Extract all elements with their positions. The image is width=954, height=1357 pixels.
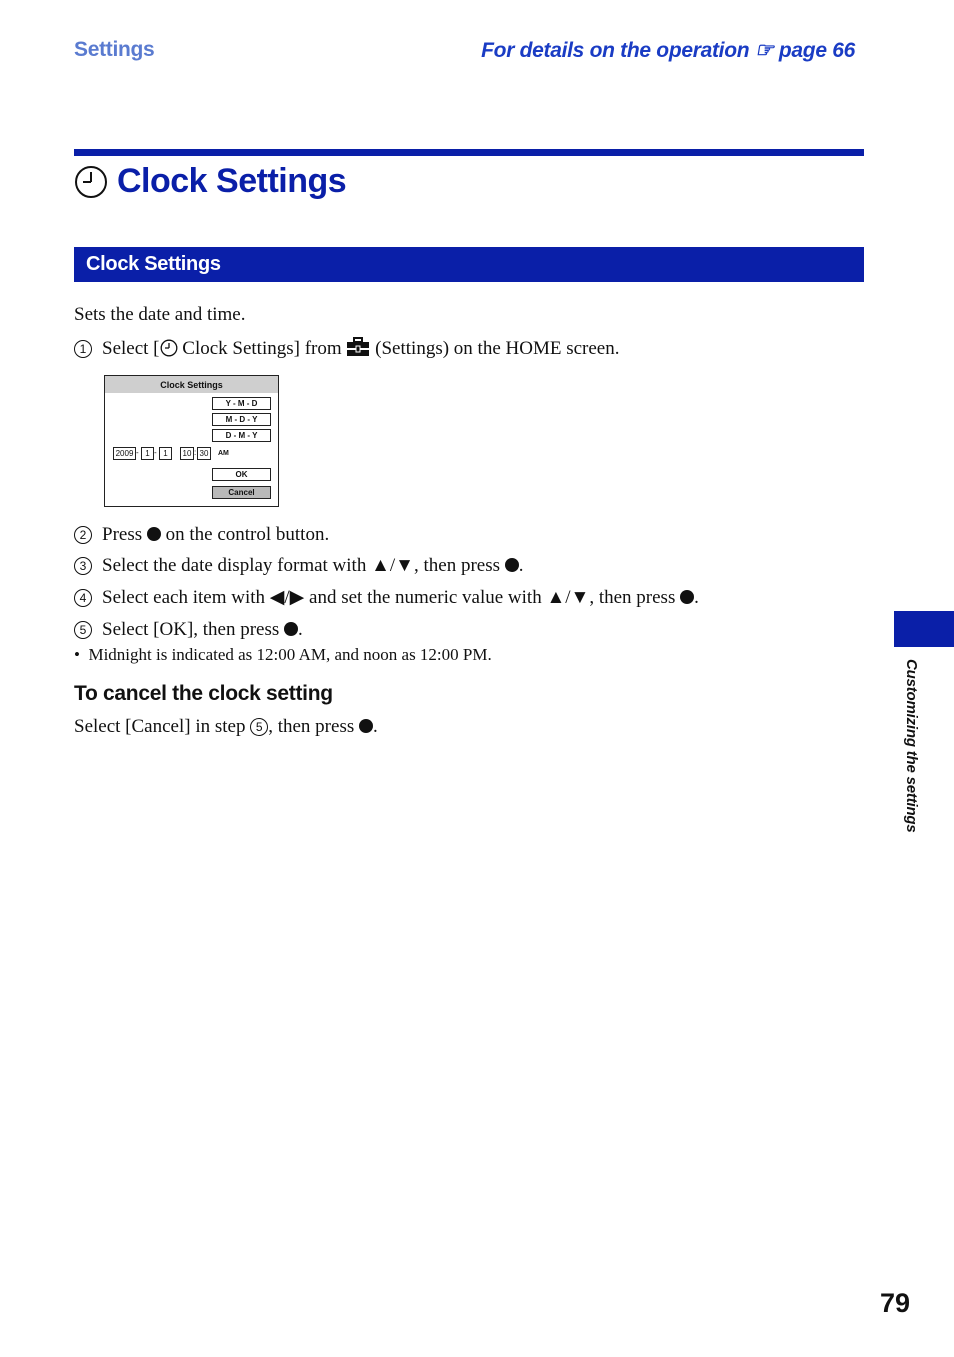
- year-field: 2009: [113, 447, 136, 460]
- ampm-label: AM: [218, 450, 229, 457]
- intro-text: Sets the date and time.: [74, 304, 246, 325]
- step-text: Select the date display format with ▲/▼, then press: [102, 555, 505, 576]
- section-header-text: Clock Settings: [86, 253, 221, 275]
- title-rule: [74, 149, 864, 156]
- center-button-icon: [505, 558, 519, 572]
- step-1: [74, 337, 619, 360]
- step-number: 1: [74, 340, 92, 358]
- chapter-tab: [894, 611, 954, 647]
- step-text: Clock Settings] from: [177, 338, 347, 359]
- header-details-page: page 66: [778, 39, 855, 62]
- step-number: 5: [74, 621, 92, 639]
- format-option-ymd: Y - M - D: [212, 397, 271, 410]
- month-field: 1: [141, 447, 154, 460]
- step-number: 5: [250, 718, 268, 736]
- day-field: 1: [159, 447, 172, 460]
- step-text: .: [518, 555, 524, 576]
- step-text: Press: [102, 524, 147, 545]
- step-text: on the control button.: [160, 524, 330, 545]
- step-5: [74, 619, 303, 641]
- section-header-bar: [74, 247, 864, 282]
- step-2: [74, 524, 329, 546]
- pointing-hand-icon: ☞: [754, 39, 774, 62]
- step-number: 2: [74, 526, 92, 544]
- clock-icon: [74, 165, 108, 199]
- time-separator: :: [194, 448, 197, 457]
- format-option-mdy: M - D - Y: [212, 413, 271, 426]
- header-details-reference: [481, 38, 855, 63]
- step-text: Select [OK], then press: [102, 619, 285, 640]
- cancel-text-period: .: [372, 716, 378, 737]
- header-details-text: For details on the operation: [481, 39, 750, 62]
- cancel-text: , then press: [268, 716, 359, 737]
- header-section-label: Settings: [74, 38, 155, 61]
- cancel-instructions: [74, 716, 378, 738]
- screen-title-bar: Clock Settings: [105, 376, 278, 393]
- step-3: [74, 555, 524, 577]
- note-text: Midnight is indicated as 12:00 AM, and noon as 12:00 PM.: [88, 645, 492, 664]
- center-button-icon: [359, 719, 373, 733]
- minute-field: 30: [197, 447, 211, 460]
- date-separator: -: [154, 448, 157, 457]
- center-button-icon: [147, 527, 161, 541]
- chapter-label: Customizing the settings: [903, 659, 920, 833]
- step-text: Select [: [102, 338, 160, 359]
- cancel-subheading: To cancel the clock setting: [74, 682, 333, 705]
- step-text: Select each item with ◀/▶ and set the numeric value with ▲/▼, then press: [102, 587, 681, 608]
- ok-option: OK: [212, 468, 271, 481]
- note: [74, 645, 492, 665]
- cancel-text: Select [Cancel] in step: [74, 716, 251, 737]
- date-separator: -: [136, 448, 139, 457]
- hour-field: 10: [180, 447, 194, 460]
- clock-icon: [160, 339, 178, 357]
- toolbox-settings-icon: [346, 337, 370, 357]
- format-option-dmy: D - M - Y: [212, 429, 271, 442]
- center-button-icon: [680, 590, 694, 604]
- center-button-icon: [284, 622, 298, 636]
- clock-settings-screen: [104, 375, 279, 507]
- page-title-row: [74, 162, 346, 201]
- step-text: .: [298, 619, 303, 640]
- page-title: Clock Settings: [117, 162, 347, 200]
- step-4: [74, 587, 699, 609]
- cancel-option: Cancel: [212, 486, 271, 499]
- page-number: 79: [880, 1288, 911, 1318]
- step-number: 3: [74, 557, 92, 575]
- step-text: .: [694, 587, 699, 608]
- bullet: •: [74, 645, 89, 664]
- step-number: 4: [74, 589, 92, 607]
- step-text: (Settings) on the HOME screen.: [370, 338, 620, 359]
